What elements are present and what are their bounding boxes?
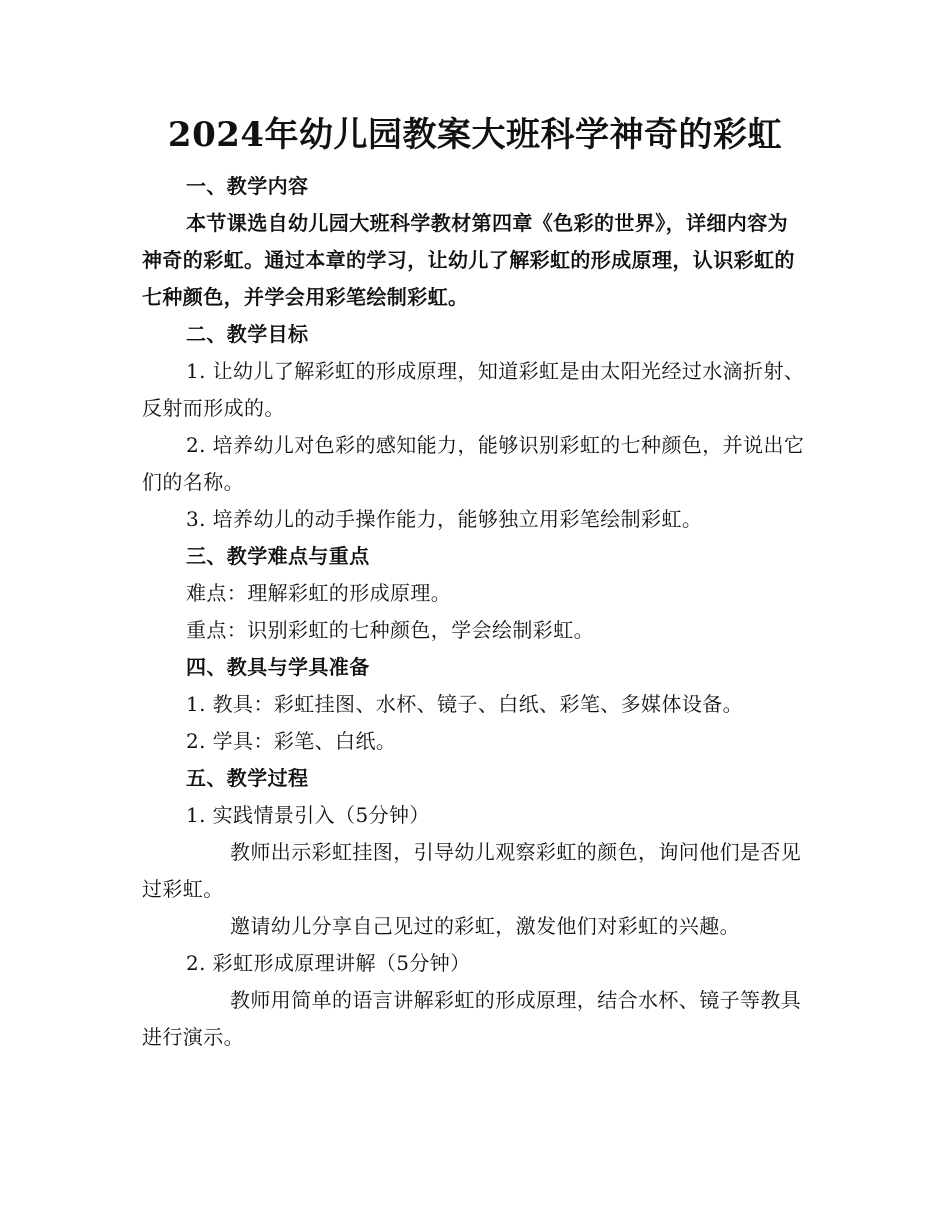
process-step-1: 1. 实践情景引入（5分钟） [186, 803, 430, 827]
content-paragraph: 本节课选自幼儿园大班科学教材第四章《色彩的世界》，详细内容为神奇的彩虹。通过本章的学习，让幼儿了解彩虹的形成原理，认识彩虹的七种颜色，并学会用彩笔绘制彩虹。 [142, 211, 795, 309]
materials-item-2: 2. 学具：彩笔、白纸。 [186, 729, 397, 753]
materials-item-1: 1. 教具：彩虹挂图、水杯、镜子、白纸、彩笔、多媒体设备。 [186, 692, 744, 716]
objective-item-2: 2. 培养幼儿对色彩的感知能力，能够识别彩虹的七种颜色，并说出它们的名称。 [142, 433, 805, 494]
difficulty-text: 难点：理解彩虹的形成原理。 [186, 581, 452, 605]
process-step-2: 2. 彩虹形成原理讲解（5分钟） [186, 951, 471, 975]
document-title: 2024年幼儿园教案大班科学神奇的彩虹 [167, 115, 783, 155]
process-step-2-detail-1: 教师用简单的语言讲解彩虹的形成原理，结合水杯、镜子等教具进行演示。 [142, 988, 802, 1049]
section-heading-key-points: 三、教学难点与重点 [186, 544, 370, 568]
section-heading-process: 五、教学过程 [186, 766, 309, 790]
section-heading-materials: 四、教具与学具准备 [186, 655, 370, 679]
process-step-1-detail-2: 邀请幼儿分享自己见过的彩虹，激发他们对彩虹的兴趣。 [230, 914, 740, 938]
process-step-1-detail-1: 教师出示彩虹挂图，引导幼儿观察彩虹的颜色，询问他们是否见过彩虹。 [142, 840, 802, 901]
objective-item-3: 3. 培养幼儿的动手操作能力，能够独立用彩笔绘制彩虹。 [186, 507, 703, 531]
section-heading-content: 一、教学内容 [186, 174, 309, 198]
objective-item-1: 1. 让幼儿了解彩虹的形成原理，知道彩虹是由太阳光经过水滴折射、反射而形成的。 [142, 359, 805, 420]
key-point-text: 重点：识别彩虹的七种颜色，学会绘制彩虹。 [186, 618, 594, 642]
section-heading-objectives: 二、教学目标 [186, 322, 309, 346]
document-page [142, 110, 808, 1056]
